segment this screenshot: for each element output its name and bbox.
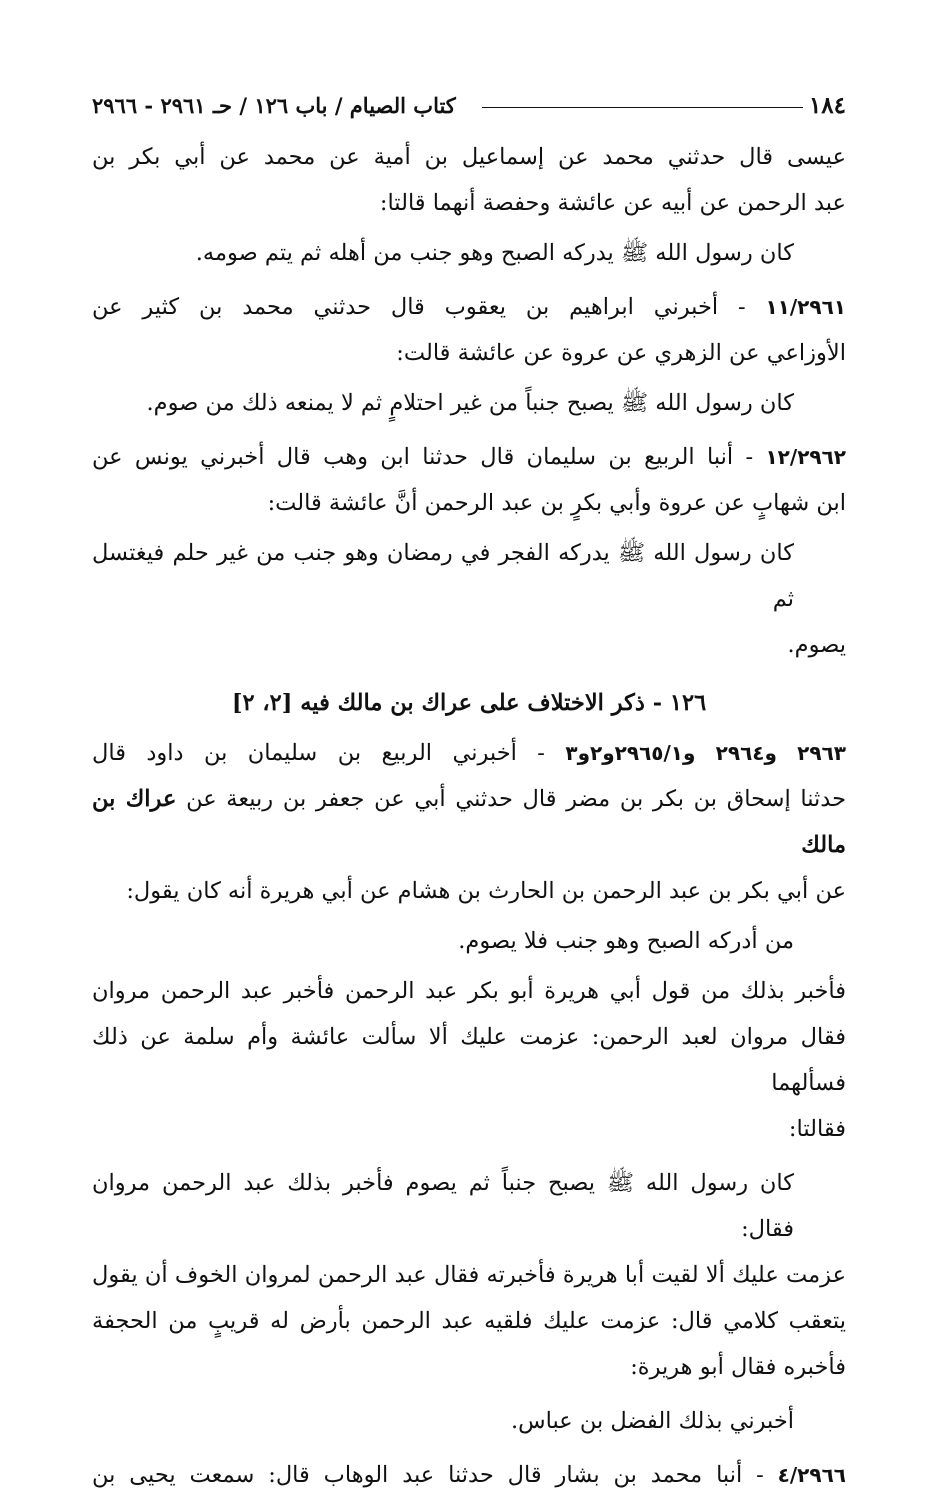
text-line: الأوزاعي عن الزهري عن عروة عن عائشة قالت: — [396, 340, 846, 366]
text-line: عيسى قال حدثني محمد عن إسماعيل بن أمية عن محمد عن أبي بكر بن — [92, 144, 846, 170]
page-number: ١٨٤ — [808, 91, 846, 119]
hadith-matn: من أدركه الصبح وهو جنب فلا يصوم. — [458, 928, 794, 954]
hadith-number: ١٢/٢٩٦٢ — [765, 445, 847, 469]
hadith-number: ١١/٢٩٦١ — [765, 295, 846, 319]
isnad-bold-text: عراك بن مالك — [92, 786, 846, 858]
hadith-2966-line — [92, 1452, 846, 1498]
text-line: عزمت عليك ألا لقيت أبا هريرة فأخبرته فقال عبد الرحمن لمروان الخوف أن يقول — [92, 1262, 846, 1288]
text-line: فقالتا: — [788, 1116, 846, 1142]
page-header — [92, 86, 846, 124]
isnad-text: - أخبرني ابراهيم بن يعقوب قال حدثني محمد بن كثير عن — [92, 294, 746, 320]
hadith-matn: كان رسول الله ﷺ يصبح جنباً من غير احتلامٍ ثم لا يمنعه ذلك من صوم. — [146, 390, 794, 416]
text-line: فأخبر بذلك من قول أبي هريرة أبو بكر عبد الرحمن فأخبر عبد الرحمن مروان — [92, 978, 846, 1004]
text-line: ابن شهابٍ عن عروة وأبي بكرٍ بن عبد الرحمن أنَّ عائشة قالت: — [267, 490, 846, 516]
text-line: عن أبي بكر بن عبد الرحمن بن الحارث بن هشام عن أبي هريرة أنه كان يقول: — [126, 878, 846, 904]
text-line: يصوم. — [787, 632, 846, 658]
hadith-2962-line — [92, 434, 846, 480]
hadith-2961-line — [92, 284, 846, 330]
hadith-2963-line — [92, 730, 846, 776]
hadith-number: ٤/٢٩٦٦ — [777, 1463, 846, 1487]
isnad-text: - أخبرني الربيع بن سليمان بن داود قال — [92, 740, 545, 766]
hadith-matn: كان رسول الله ﷺ يدركه الصبح وهو جنب من أهله ثم يتم صومه. — [195, 240, 794, 266]
hadith-number: ٢٩٦٣ و٢٩٦٤ و٢٩٦٥/١و٢و٣ — [565, 741, 846, 765]
page-body — [92, 134, 846, 1498]
text-line — [92, 776, 846, 868]
hadith-matn: كان رسول الله ﷺ يصبح جنباً ثم يصوم فأخبر بذلك عبد الرحمن مروان فقال: — [92, 1170, 794, 1242]
hadith-matn: كان رسول الله ﷺ يدركه الفجر في رمضان وهو جنب من غير حلم فيغتسل ثم — [92, 540, 794, 612]
text-line: فأخبره فقال أبو هريرة: — [630, 1354, 846, 1380]
hadith-matn: أخبرني بذلك الفضل بن عباس. — [511, 1408, 794, 1434]
text-line: فقال مروان لعبد الرحمن: عزمت عليك ألا سألت عائشة وأم سلمة عن ذلك فسألهما — [92, 1024, 846, 1096]
header-rule — [482, 107, 803, 108]
text-line: عبد الرحمن عن أبيه عن عائشة وحفصة أنهما قالتا: — [379, 190, 846, 216]
isnad-text: - أنبا الربيع بن سليمان قال حدثنا ابن وهب قال أخبرني يونس عن — [92, 444, 754, 470]
section-heading: ١٢٦ - ذكر الاختلاف على عراك بن مالك فيه [٢، ٢] — [231, 690, 707, 716]
text-line: يتعقب كلامي قال: عزمت عليك فلقيه عبد الرحمن بأرض له قريبٍ من الحجفة — [92, 1308, 846, 1334]
running-title: كتاب الصيام / باب ١٢٦ / حـ ٢٩٦١ - ٢٩٦٦ — [92, 92, 456, 118]
isnad-text: - أنبا محمد بن بشار قال حدثنا عبد الوهاب قال: سمعت يحيى بن — [92, 1462, 764, 1488]
isnad-text: حدثنا إسحاق بن بكر بن مضر قال حدثني أبي عن جعفر بن ربيعة عن — [186, 786, 847, 812]
